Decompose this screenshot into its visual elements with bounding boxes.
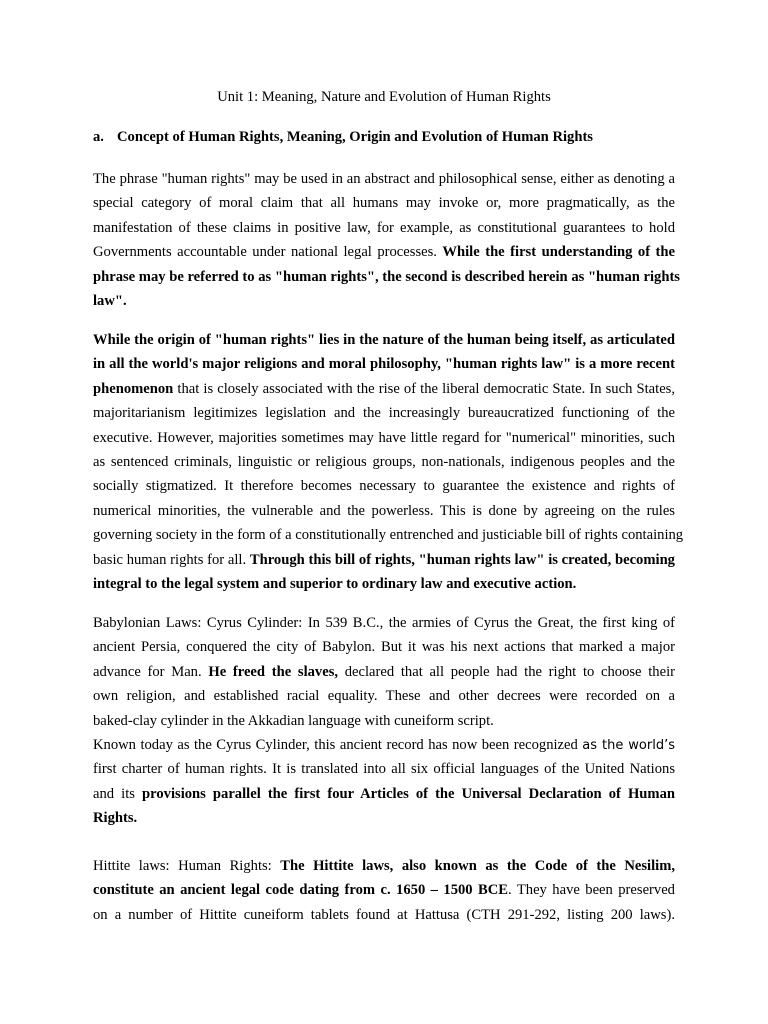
paragraph-line: phrase may be referred to as "human rights", the second is described herein as "human rights bbox=[93, 268, 680, 285]
paragraph-line: on a number of Hittite cuneiform tablets found at Hattusa (CTH 291-292, listing 200 laws). bbox=[93, 906, 675, 923]
text-run: Governments accountable under national legal processes. bbox=[93, 244, 443, 261]
paragraph-line: own religion, and established racial equality. These and other decrees were recorded on a bbox=[93, 688, 675, 705]
text-run: that is closely associated with the rise of the liberal democratic State. In such States, bbox=[173, 380, 675, 397]
paragraph-line bbox=[93, 854, 675, 878]
bold-text-run: The Hittite laws, also known as the Code of the Nesilim, bbox=[280, 858, 675, 874]
paragraph-line: in all the world's major religions and moral philosophy, "human rights law" is a more recent bbox=[93, 356, 675, 373]
text-run: . They have been preserved bbox=[508, 882, 675, 899]
section-heading-text: Concept of Human Rights, Meaning, Origin and Evolution of Human Rights bbox=[117, 129, 593, 145]
bold-text-run: Through this bill of rights, "human rights law" is created, becoming bbox=[249, 551, 675, 568]
paragraph-line: integral to the legal system and superior to ordinary law and executive action. bbox=[93, 575, 577, 592]
paragraph-line: manifestation of these claims in positive law, for example, as constitutional guarantees to hold bbox=[93, 219, 675, 236]
paragraph-line: Babylonian Laws: Cyrus Cylinder: In 539 B.C., the armies of Cyrus the Great, the first king of bbox=[93, 615, 675, 631]
paragraph-line: majoritarianism legitimizes legislation and the increasingly bureaucratized functioning of the bbox=[93, 405, 675, 422]
paragraph-line bbox=[93, 733, 675, 757]
paragraph-cyrus-cylinder bbox=[93, 611, 675, 831]
paragraph-line: ancient Persia, conquered the city of Babylon. But it was his next actions that marked a major bbox=[93, 639, 675, 656]
paragraph-hittite-laws bbox=[93, 854, 675, 927]
paragraph-line bbox=[93, 377, 675, 401]
paragraph-line: first charter of human rights. It is translated into all six official languages of the United Nations bbox=[93, 761, 675, 778]
paragraph-line: as sentenced criminals, linguistic or religious groups, non-nationals, indigenous peoples and the bbox=[93, 453, 675, 470]
bold-text-run: provisions parallel the first four Articles of the Universal Declaration of Human bbox=[142, 785, 675, 802]
text-run: Known today as the Cyrus Cylinder, this ancient record has now been recognized bbox=[93, 736, 583, 753]
paragraph-line: special category of moral claim that all humans may invoke or, more pragmatically, as the bbox=[93, 195, 675, 212]
paragraph-line bbox=[93, 240, 675, 264]
text-run: and its bbox=[93, 785, 143, 802]
paragraph-line: executive. However, majorities sometimes may have little regard for "numerical" minorities, such bbox=[93, 429, 675, 446]
paragraph-line: numerical minorities, the vulnerable and the powerless. This is done by agreeing on the rules bbox=[93, 502, 675, 519]
paragraph-line: While the origin of "human rights" lies in the nature of the human being itself, as articulated bbox=[93, 332, 675, 348]
paragraph-origin bbox=[93, 328, 684, 596]
text-run: basic human rights for all. bbox=[93, 551, 250, 568]
paragraph-line bbox=[93, 878, 675, 902]
text-run: advance for Man. bbox=[93, 663, 209, 680]
paragraph-line: socially stigmatized. It therefore becomes necessary to guarantee the existence and rights of bbox=[93, 478, 675, 495]
bold-text-run: While the first understanding of the bbox=[442, 244, 676, 261]
paragraph-line: The phrase "human rights" may be used in an abstract and philosophical sense, either as denoting a bbox=[93, 171, 675, 187]
paragraph-line: governing society in the form of a constitutionally entrenched and justiciable bill of rights containing bbox=[93, 527, 684, 544]
paragraph-line bbox=[93, 782, 675, 806]
paragraph-line bbox=[93, 548, 675, 572]
bold-text-run: constitute an ancient legal code dating from c. 1650 – 1500 BCE bbox=[93, 882, 509, 899]
text-run: Hittite laws: Human Rights: bbox=[93, 858, 281, 874]
paragraph-line: Rights. bbox=[93, 810, 138, 827]
section-heading bbox=[93, 127, 593, 147]
bold-text-run: He freed the slaves, bbox=[208, 663, 339, 680]
paragraph-definition bbox=[93, 167, 680, 313]
paragraph-line: baked-clay cylinder in the Akkadian language with cuneiform script. bbox=[93, 712, 494, 729]
bold-text-run: phenomenon bbox=[93, 380, 174, 397]
section-marker: a. bbox=[93, 129, 104, 145]
paragraph-line: law". bbox=[93, 292, 127, 309]
text-run: declared that all people had the right to choose their bbox=[338, 663, 675, 680]
paragraph-line bbox=[93, 660, 675, 684]
text-run: as the world’s bbox=[582, 737, 675, 753]
page-title: Unit 1: Meaning, Nature and Evolution of Human Rights bbox=[217, 89, 551, 105]
